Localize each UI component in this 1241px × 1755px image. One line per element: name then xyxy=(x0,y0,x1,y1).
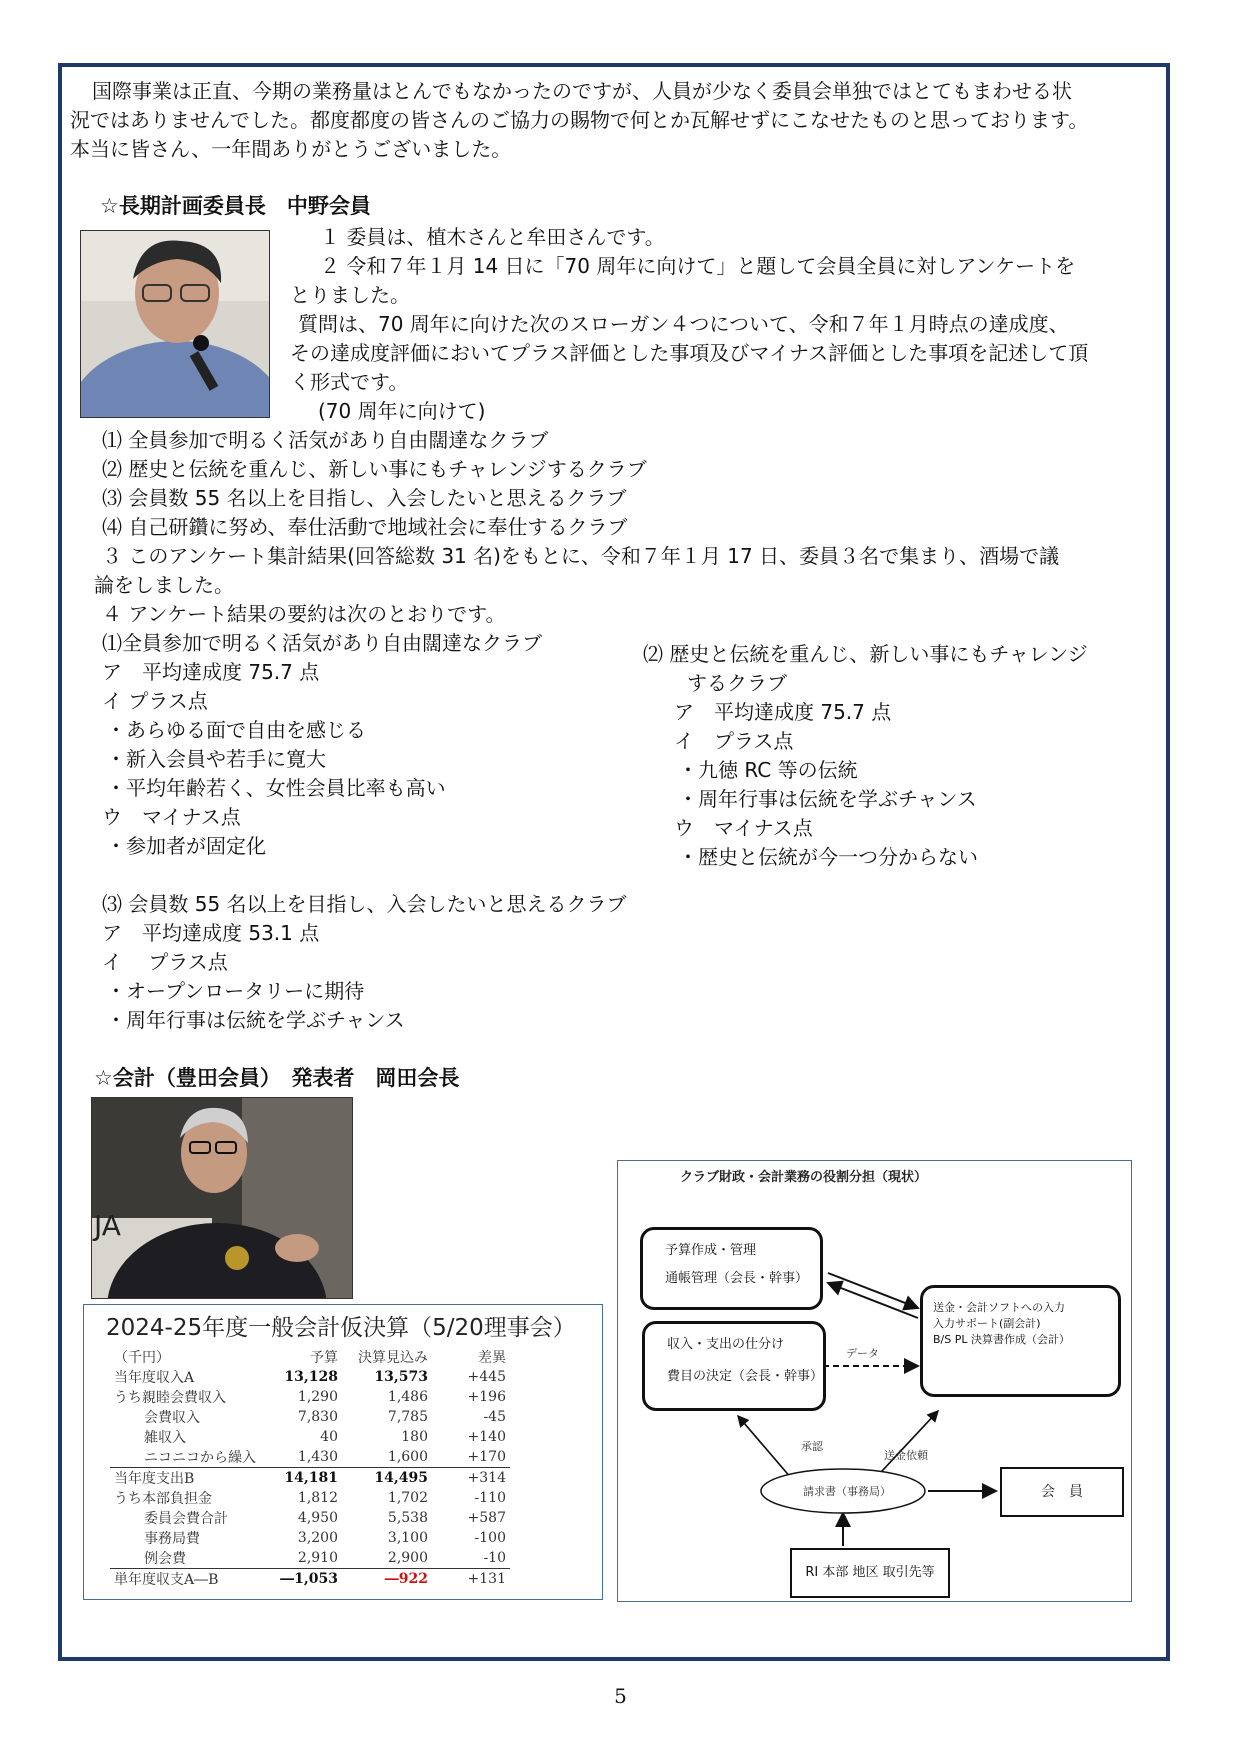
r1-plus-2: ・新入会員や若手に寛大 xyxy=(106,747,326,771)
cell-forecast: 2,900 xyxy=(387,1550,428,1566)
ellipse-invoice: 請求書（事務局） xyxy=(803,1485,891,1498)
row-label: うち親睦会費収入 xyxy=(114,1390,226,1406)
cell-forecast: ―922 xyxy=(342,1569,432,1590)
cell-diff: -100 xyxy=(474,1530,506,1546)
row-label: 例会費 xyxy=(144,1551,186,1567)
r2-title: ⑵ 歴史と伝統を重んじ、新しい事にもチャレンジ xyxy=(643,642,1088,666)
r1-plus-1: ・あらゆる面で自由を感じる xyxy=(106,718,366,742)
r1-plus-3: ・平均年齢若く、女性会員比率も高い xyxy=(106,776,446,800)
speaker-photo-nakano xyxy=(80,230,270,418)
header-cell: 差異 xyxy=(478,1350,506,1366)
table-row xyxy=(110,1488,510,1508)
accounting-heading: ☆会計（豊田会員） 発表者 岡田会長 xyxy=(94,1066,460,1090)
box-ri-district xyxy=(790,1548,950,1598)
longterm-heading: ☆長期計画委員長 中野会員 xyxy=(100,194,371,218)
r2-minus-heading: ウ マイナス点 xyxy=(674,816,813,840)
longterm-p2b: とりました。 xyxy=(290,283,410,307)
r1-plus-heading: イ プラス点 xyxy=(102,689,208,713)
slogan-2: ⑵ 歴史と伝統を重んじ、新しい事にもチャレンジするクラブ xyxy=(102,457,647,481)
table-header-row xyxy=(110,1347,510,1367)
cell-budget: 3,200 xyxy=(297,1530,338,1546)
cell-budget: 2,910 xyxy=(297,1550,338,1566)
cell-forecast: 7,785 xyxy=(387,1409,428,1425)
cell-diff: +131 xyxy=(432,1569,510,1590)
box-budget-management xyxy=(640,1227,823,1310)
slogan-3: ⑶ 会員数 55 名以上を目指し、入会したいと思えるクラブ xyxy=(102,486,627,510)
cell-diff: +587 xyxy=(467,1510,506,1526)
longterm-p1: １ 委員は、植木さんと牟田さんです。 xyxy=(320,225,665,249)
r3-score: ア 平均達成度 53.1 点 xyxy=(102,921,320,945)
r3-title: ⑶ 会員数 55 名以上を目指し、入会したいと思えるクラブ xyxy=(102,892,627,916)
cell-budget: 1,430 xyxy=(297,1449,338,1465)
slogan-1: ⑴ 全員参加で明るく活気があり自由闊達なクラブ xyxy=(102,428,549,452)
cell-diff: +445 xyxy=(467,1369,506,1385)
budget-table-title: 2024-25年度一般会計仮決算（5/20理事会） xyxy=(106,1315,576,1341)
r1-minus-1: ・参加者が固定化 xyxy=(106,834,266,858)
header-cell: 決算見込み xyxy=(358,1350,428,1366)
longterm-p4: (70 周年に向けて) xyxy=(318,399,486,423)
cell-budget: 1,812 xyxy=(297,1490,338,1506)
r3-plus-heading: イ プラス点 xyxy=(102,950,228,974)
row-label: 雑収入 xyxy=(144,1430,186,1446)
label-send-request: 送金依頼 xyxy=(884,1449,928,1462)
box2-line2: 費目の決定（会長・幹事） xyxy=(667,1369,824,1384)
longterm-p5a: ３ このアンケート集計結果(回答総数 31 名)をもとに、令和７年１月 17 日、委員３名で集まり、酒場で議 xyxy=(102,544,1060,568)
r1-minus-heading: ウ マイナス点 xyxy=(102,805,241,829)
table-row xyxy=(110,1548,510,1569)
r2-plus-2: ・周年行事は伝統を学ぶチャンス xyxy=(678,787,977,811)
table-row xyxy=(110,1427,510,1447)
cell-diff: -10 xyxy=(483,1550,506,1566)
cell-budget: 7,830 xyxy=(297,1409,338,1425)
r1-score: ア 平均達成度 75.7 点 xyxy=(102,660,320,684)
ri-label: RI 本部 地区 取引先等 xyxy=(805,1565,935,1580)
label-data: データ xyxy=(846,1347,879,1360)
longterm-p3a: 質問は、70 周年に向けた次のスローガン４つについて、令和７年１月時点の達成度、 xyxy=(298,312,1069,336)
row-label: 当年度支出B xyxy=(110,1468,266,1489)
header-cell: 予算 xyxy=(310,1350,338,1366)
cell-diff: +314 xyxy=(432,1468,510,1489)
row-label: ニコニコから繰入 xyxy=(144,1450,256,1466)
budget-table xyxy=(110,1347,510,1589)
table-row xyxy=(110,1508,510,1528)
cell-diff: +196 xyxy=(467,1389,506,1405)
row-label: 単年度収支A―B xyxy=(110,1569,266,1590)
r1-title: ⑴全員参加で明るく活気があり自由闊達なクラブ xyxy=(102,631,542,655)
box-income-expense xyxy=(642,1321,826,1411)
page-number: 5 xyxy=(614,1684,627,1708)
cell-forecast: 13,573 xyxy=(374,1369,428,1385)
cell-forecast: 14,495 xyxy=(342,1468,432,1489)
r3-plus-1: ・オープンロータリーに期待 xyxy=(106,979,365,1003)
box2-line1: 収入・支出の仕分け xyxy=(667,1337,785,1352)
table-row xyxy=(110,1387,510,1407)
row-label: 委員会費合計 xyxy=(144,1511,228,1527)
table-row xyxy=(110,1528,510,1548)
longterm-p6: ４ アンケート結果の要約は次のとおりです。 xyxy=(102,602,506,626)
box3-line1: 送金・会計ソフトへの入力 xyxy=(933,1301,1065,1314)
photo-banner-text: JA xyxy=(94,1209,121,1242)
label-approve: 承認 xyxy=(801,1440,823,1453)
table-row xyxy=(110,1447,510,1468)
longterm-p2a: ２ 令和７年１月 14 日に「70 周年に向けて」と題して会員全員に対しアンケートを xyxy=(320,254,1076,278)
cell-budget: 40 xyxy=(320,1429,338,1445)
cell-forecast: 1,600 xyxy=(387,1449,428,1465)
box3-line2: 入力サポート(副会計) xyxy=(933,1317,1041,1330)
r2-title-cont: するクラブ xyxy=(687,671,787,695)
box1-line2: 通帳管理（会長・幹事） xyxy=(665,1271,809,1286)
speaker-photo-okada xyxy=(91,1097,353,1299)
box-members xyxy=(1000,1467,1124,1517)
cell-forecast: 5,538 xyxy=(387,1510,428,1526)
row-label: 事務局費 xyxy=(144,1531,200,1547)
box-accounting-input xyxy=(920,1285,1121,1397)
cell-diff: -45 xyxy=(483,1409,506,1425)
table-row xyxy=(110,1367,510,1387)
header-cell: （千円） xyxy=(114,1350,170,1366)
cell-forecast: 3,100 xyxy=(387,1530,428,1546)
r2-plus-1: ・九徳 RC 等の伝統 xyxy=(678,758,858,782)
r2-score: ア 平均達成度 75.7 点 xyxy=(674,700,892,724)
row-label: 当年度収入A xyxy=(114,1370,195,1386)
longterm-p3c: く形式です。 xyxy=(290,370,409,394)
intro-line-1: 国際事業は正直、今期の業務量はとんでもなかったのですが、人員が少なく委員会単独ではとてもまわせる状 xyxy=(92,79,1072,103)
table-row xyxy=(110,1468,510,1489)
slogan-4: ⑷ 自己研鑽に努め、奉仕活動で地域社会に奉仕するクラブ xyxy=(102,515,628,539)
longterm-p5b: 論をしました。 xyxy=(94,573,234,597)
cell-budget: 1,290 xyxy=(297,1389,338,1405)
cell-budget: ―1,053 xyxy=(266,1569,342,1590)
cell-forecast: 1,486 xyxy=(387,1389,428,1405)
cell-budget: 13,128 xyxy=(284,1369,338,1385)
role-diagram xyxy=(617,1160,1132,1602)
table-row xyxy=(110,1407,510,1427)
cell-diff: +170 xyxy=(467,1449,506,1465)
cell-forecast: 1,702 xyxy=(387,1490,428,1506)
cell-budget: 14,181 xyxy=(266,1468,342,1489)
cell-budget: 4,950 xyxy=(297,1510,338,1526)
r2-minus-1: ・歴史と伝統が今一つ分からない xyxy=(678,845,978,869)
budget-table-box xyxy=(83,1304,603,1600)
intro-line-3: 本当に皆さん、一年間ありがとうございました。 xyxy=(70,137,512,161)
cell-diff: -110 xyxy=(474,1490,506,1506)
box1-line1: 予算作成・管理 xyxy=(665,1243,757,1258)
diagram-title: クラブ財政・会計業務の役割分担（現状） xyxy=(680,1170,928,1185)
row-label: うち本部負担金 xyxy=(114,1491,212,1507)
r2-plus-heading: イ プラス点 xyxy=(674,729,794,753)
longterm-p3b: その達成度評価においてプラス評価とした事項及びマイナス評価とした事項を記述して頂 xyxy=(290,341,1089,365)
table-row xyxy=(110,1569,510,1590)
r3-plus-2: ・周年行事は伝統を学ぶチャンス xyxy=(106,1008,405,1032)
cell-forecast: 180 xyxy=(401,1429,428,1445)
intro-line-2: 況ではありませんでした。都度都度の皆さんのご協力の賜物で何とか瓦解せずにこなせたものと思っております。 xyxy=(70,108,1089,132)
row-label: 会費収入 xyxy=(144,1410,200,1426)
cell-diff: +140 xyxy=(467,1429,506,1445)
members-label: 会 員 xyxy=(1041,1484,1083,1500)
box3-line3: B/S PL 決算書作成（会計） xyxy=(933,1333,1070,1346)
